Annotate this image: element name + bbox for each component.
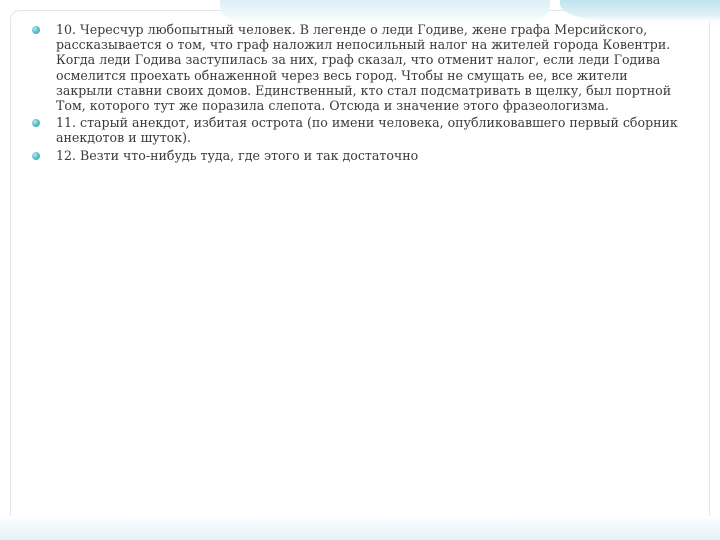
list-item-text: 10. Чересчур любопытный человек. В легенде о леди Годиве, жене графа Мерсийского, рассказывается о том, что граф наложил непосильный налог на жителей города Ковентри. Когда леди Годива заступилась за них, граф сказал, что отменит налог, если леди Годива осмелится проехать обнаженной через весь город. Чтобы не смущать ее, все жители закрыли ставни своих домов. Единственный, кто стал подсматривать в щелку, был портной Том, которого тут же поразила слепота. Отсюда и значение этого фразеологизма.: [56, 22, 672, 114]
slide-content: [26, 22, 686, 165]
top-decoration: [220, 0, 550, 24]
list-item: [26, 22, 686, 113]
bottom-decoration: [0, 516, 720, 540]
bullet-list: [26, 22, 686, 163]
list-item: [26, 148, 686, 163]
list-item: [26, 115, 686, 145]
bullet-icon: [32, 152, 40, 160]
list-item-text: 11. старый анекдот, избитая острота (по имени человека, опубликовавшего первый сборник анекдотов и шуток).: [56, 115, 678, 146]
list-item-text: 12. Везти что-нибудь туда, где этого и так достаточно: [56, 147, 419, 163]
bullet-icon: [32, 119, 40, 127]
bullet-icon: [32, 26, 40, 34]
